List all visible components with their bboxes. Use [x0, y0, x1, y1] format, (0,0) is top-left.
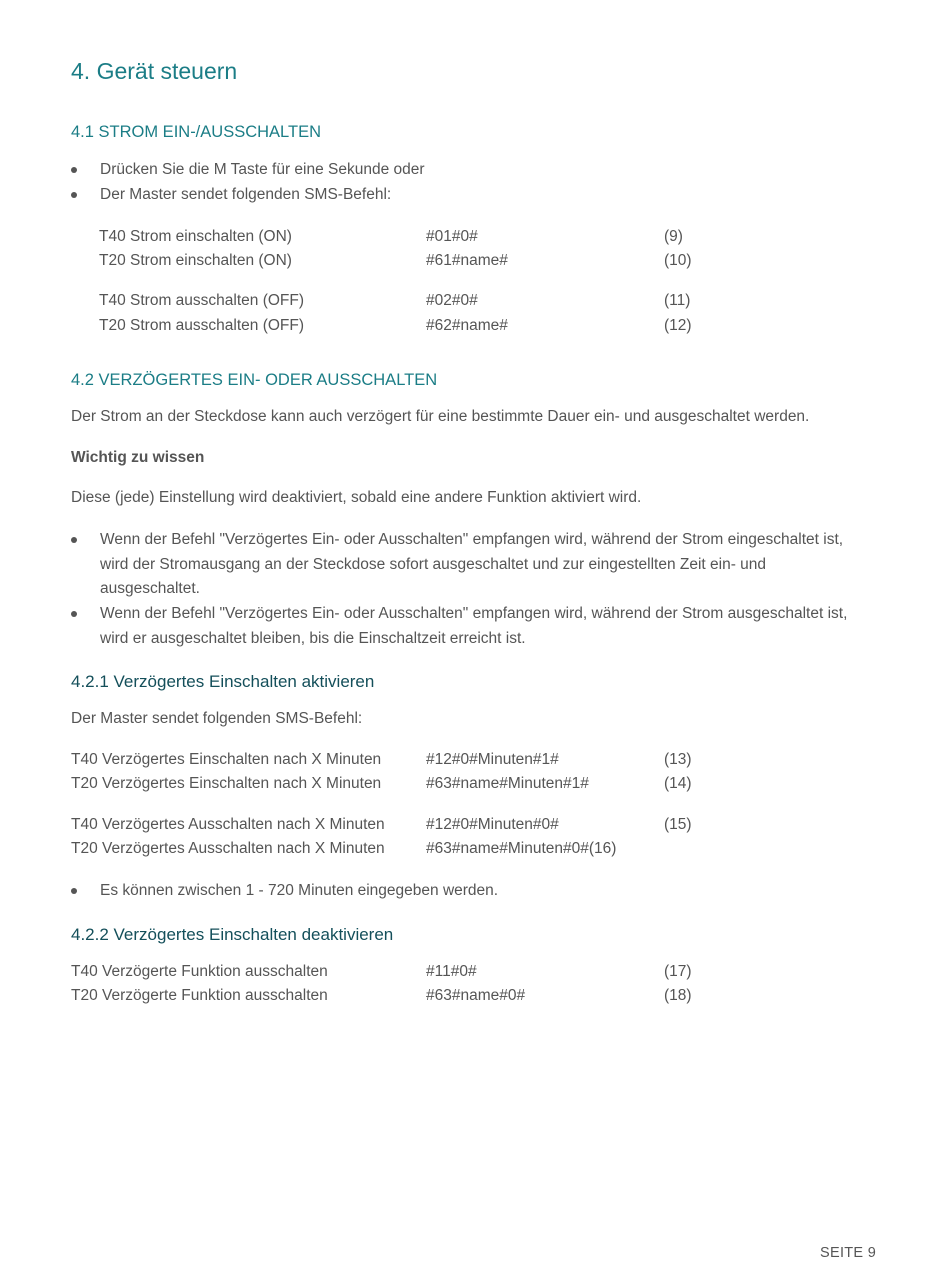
important-note: Diese (jede) Einstellung wird deaktiviert, sobald eine andere Funktion aktiviert wird.: [71, 489, 642, 506]
command-label: T20 Strom ausschalten (OFF): [99, 317, 305, 334]
bullet-dot: [71, 611, 77, 617]
page-heading: 4. Gerät steuern: [71, 58, 238, 84]
command-label: T40 Verzögertes Einschalten nach X Minuten: [71, 751, 382, 768]
command-code: #63#name#0#: [426, 987, 526, 1004]
bullet-dot: [71, 888, 77, 894]
command-label: T20 Verzögertes Einschalten nach X Minuten: [71, 775, 382, 792]
bullet-text: Wenn der Befehl "Verzögertes Ein- oder Ausschalten" empfangen wird, während der Strom ausgeschaltet ist, wird er ausgeschaltet bleiben, bis die Einschaltzeit erreicht ist.: [100, 605, 848, 647]
command-number: (17): [664, 963, 692, 980]
section-4-2-1-title: 4.2.1 Verzögertes Einschalten aktivieren: [71, 672, 375, 691]
command-code: #12#0#Minuten#1#: [426, 751, 559, 768]
command-label: T20 Verzögertes Ausschalten nach X Minuten: [71, 840, 385, 857]
section-4-2-1-intro: Der Master sendet folgenden SMS-Befehl:: [71, 710, 363, 727]
command-code: #62#name#: [426, 317, 508, 334]
command-code: #01#0#: [426, 228, 478, 245]
command-label: T20 Verzögerte Funktion ausschalten: [71, 987, 328, 1004]
section-4-1-title: 4.1 STROM EIN-/AUSSCHALTEN: [71, 123, 321, 141]
command-code: #63#name#Minuten#1#: [426, 775, 589, 792]
command-code: #11#0#: [426, 963, 477, 980]
command-label: T40 Strom ausschalten (OFF): [99, 292, 305, 309]
section-4-2-2-title: 4.2.2 Verzögertes Einschalten deaktivieren: [71, 925, 394, 944]
page-number: SEITE 9: [820, 1245, 877, 1261]
bullet-dot: [71, 192, 77, 198]
bullet-text: Es können zwischen 1 - 720 Minuten eingegeben werden.: [100, 882, 499, 899]
command-number: (14): [664, 775, 692, 792]
command-number: (13): [664, 751, 692, 768]
command-number: (9): [664, 228, 683, 245]
command-number: (15): [664, 816, 692, 833]
command-number: (12): [664, 317, 692, 334]
command-code: #63#name#Minuten#0#(16): [426, 840, 617, 857]
command-label: T40 Verzögertes Ausschalten nach X Minuten: [71, 816, 385, 833]
command-number: (18): [664, 987, 692, 1004]
bullet-text: Wenn der Befehl "Verzögertes Ein- oder Ausschalten" empfangen wird, während der Strom eingeschaltet ist, wird der Stromausgang an der Steckdose sofort ausgeschaltet und zur eingestellten Zeit ein- und ausgeschaltet.: [100, 531, 844, 597]
section-4-2-title: 4.2 VERZÖGERTES EIN- ODER AUSSCHALTEN: [71, 371, 438, 389]
command-label: T40 Verzögerte Funktion ausschalten: [71, 963, 328, 980]
command-code: #12#0#Minuten#0#: [426, 816, 559, 833]
important-heading: Wichtig zu wissen: [71, 449, 205, 466]
bullet-dot: [71, 167, 77, 173]
bullet-dot: [71, 537, 77, 543]
command-code: #02#0#: [426, 292, 478, 309]
command-number: (10): [664, 252, 692, 269]
bullet-text: Der Master sendet folgenden SMS-Befehl:: [100, 186, 392, 203]
section-4-2-intro: Der Strom an der Steckdose kann auch verzögert für eine bestimmte Dauer ein- und ausgeschaltet werden.: [71, 408, 810, 425]
bullet-text: Drücken Sie die M Taste für eine Sekunde oder: [100, 161, 425, 178]
command-label: T20 Strom einschalten (ON): [99, 252, 292, 269]
command-code: #61#name#: [426, 252, 508, 269]
command-label: T40 Strom einschalten (ON): [99, 228, 292, 245]
command-number: (11): [664, 292, 691, 309]
